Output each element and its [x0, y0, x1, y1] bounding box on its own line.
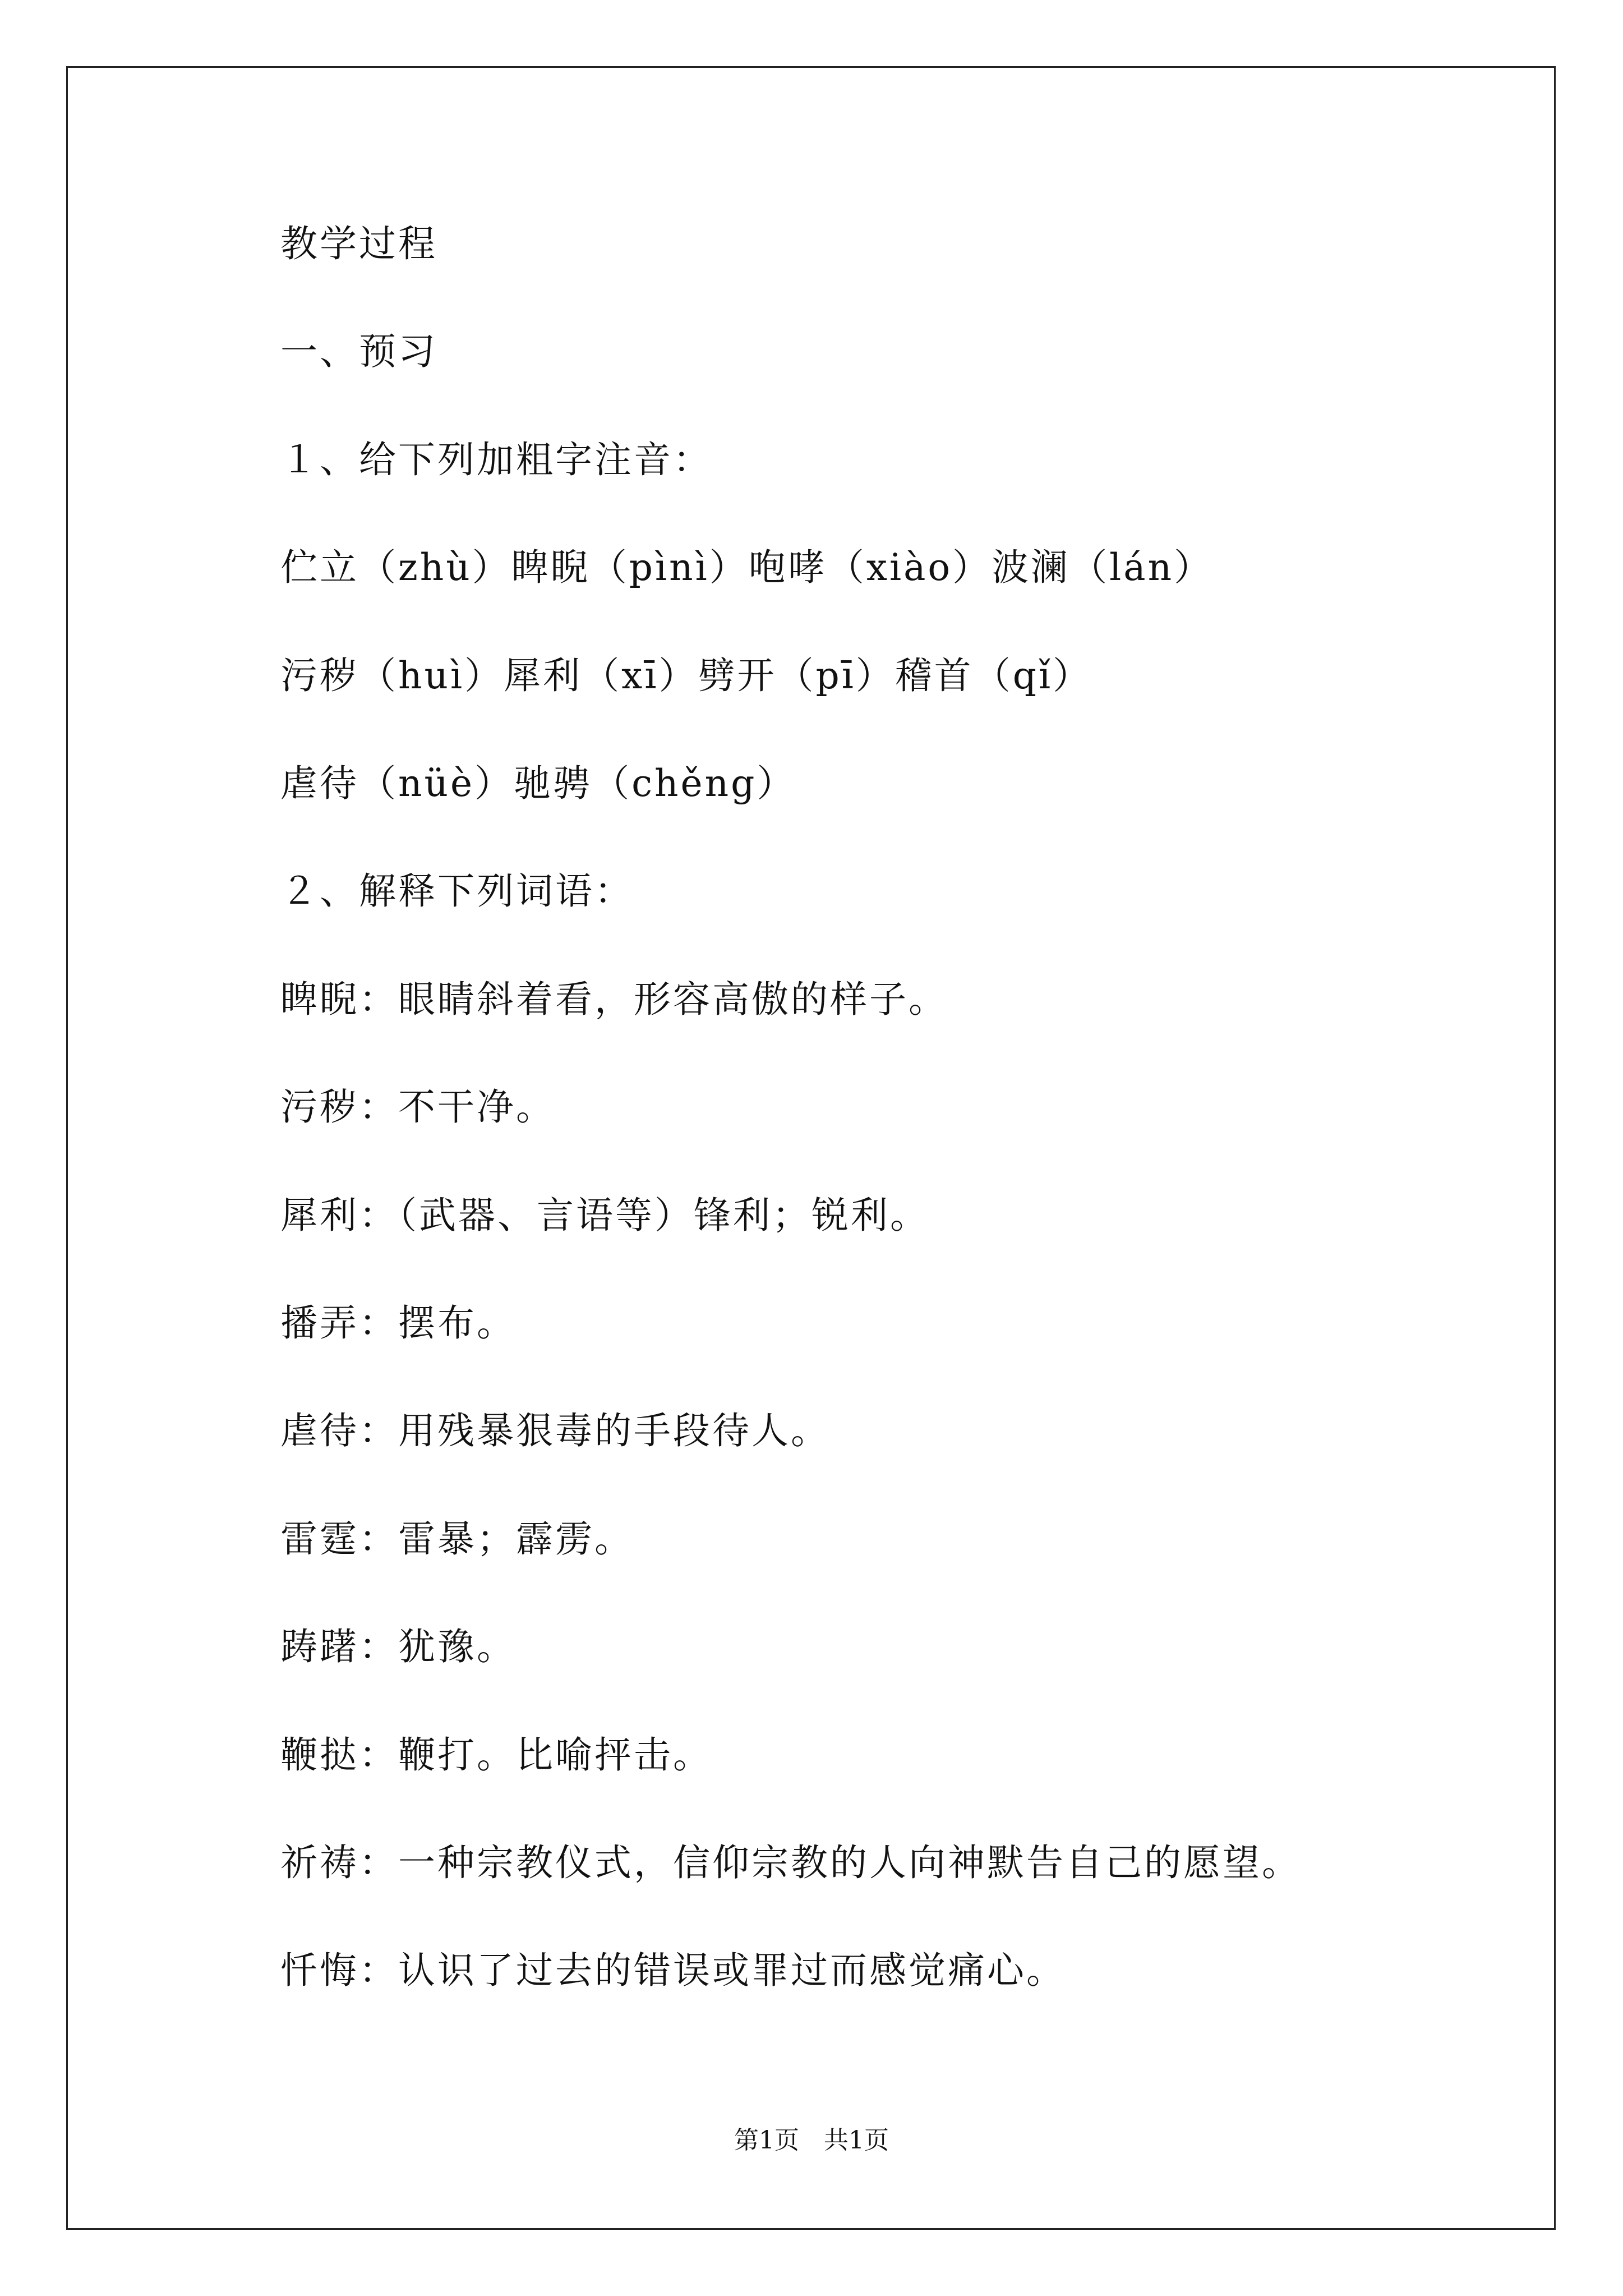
page-number-footer: 第1页 共1页	[734, 2126, 889, 2155]
definition-item: 忏悔：认识了过去的错误或罪过而感觉痛心。	[280, 1949, 1066, 1992]
page-border	[66, 66, 1556, 2230]
task-2-heading: ２、解释下列词语：	[280, 869, 634, 913]
definition-item: 虐待：用残暴狠毒的手段待人。	[280, 1409, 830, 1452]
definition-item: 睥睨：眼睛斜着看，形容高傲的样子。	[280, 978, 948, 1021]
pinyin-line-2: 污秽（huì）犀利（xī）劈开（pī）稽首（qǐ）	[280, 654, 1092, 697]
pinyin-line-1: 伫立（zhù）睥睨（pìnì）咆哮（xiào）波澜（lán）	[280, 546, 1214, 589]
definition-item: 污秽：不干净。	[280, 1085, 555, 1129]
section-heading-preview: 一、预习	[280, 330, 437, 373]
definition-item: 鞭挞：鞭打。比喻抨击。	[280, 1733, 712, 1777]
definition-item: 犀利：（武器、言语等）锋利；锐利。	[280, 1194, 929, 1237]
definition-item: 播弄：摆布。	[280, 1301, 516, 1345]
definition-item: 雷霆：雷暴；霹雳。	[280, 1517, 634, 1561]
definition-item: 祈祷：一种宗教仪式，信仰宗教的人向神默告自己的愿望。	[280, 1841, 1301, 1884]
section-heading-teaching-process: 教学过程	[280, 222, 437, 265]
task-1-heading: １、给下列加粗字注音：	[280, 438, 712, 481]
pinyin-line-3: 虐待（nüè）驰骋（chěng）	[280, 762, 796, 805]
definition-item: 踌躇：犹豫。	[280, 1625, 516, 1668]
